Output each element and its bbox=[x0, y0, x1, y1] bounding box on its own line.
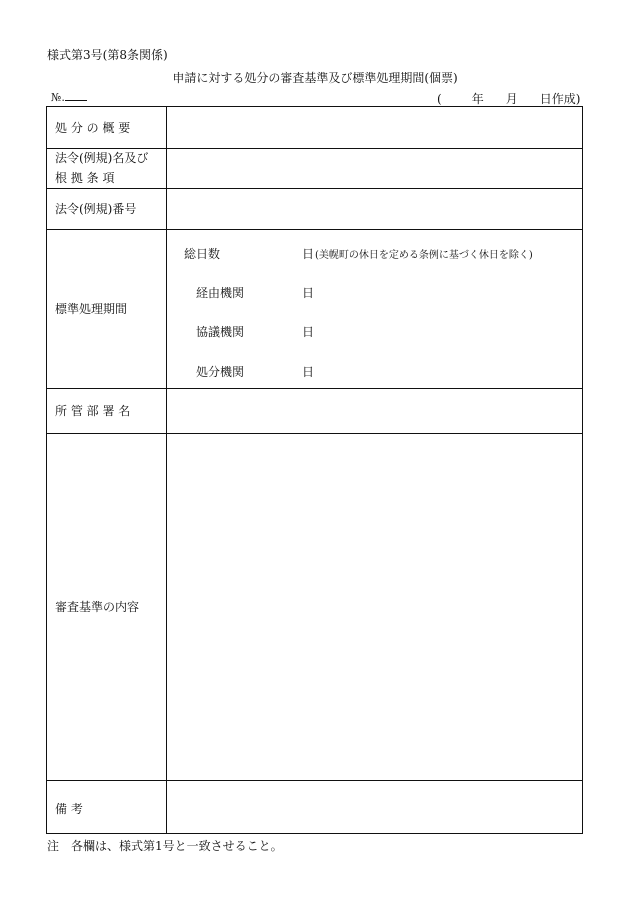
date-day: 日作成) bbox=[539, 92, 581, 106]
row-divider bbox=[47, 188, 582, 189]
row-divider bbox=[47, 388, 582, 389]
via-agency-unit: 日 bbox=[302, 286, 315, 300]
total-days-unit: 日 bbox=[302, 247, 315, 261]
column-divider bbox=[166, 107, 167, 833]
date-year: 年 bbox=[471, 92, 484, 106]
total-days-note: (美幌町の休日を定める条例に基づく休日を除く) bbox=[315, 250, 533, 261]
label-standard-period: 標準処理期間 bbox=[55, 302, 128, 316]
label-law-number: 法令(例規)番号 bbox=[55, 202, 137, 216]
number-label: №. bbox=[51, 91, 65, 104]
document-title: 申請に対する処分の審査基準及び標準処理期間(個票) bbox=[172, 71, 458, 85]
label-remarks: 備 考 bbox=[55, 802, 83, 816]
label-law-name-line1: 法令(例規)名及び bbox=[55, 151, 149, 165]
label-disposal-outline: 処 分 の 概 要 bbox=[55, 121, 131, 135]
creation-date bbox=[437, 90, 580, 107]
disposal-agency-label: 処分機関 bbox=[196, 365, 245, 379]
disposal-agency-unit: 日 bbox=[302, 365, 315, 379]
form-table bbox=[46, 106, 583, 834]
row-divider bbox=[47, 780, 582, 781]
consult-agency-unit: 日 bbox=[302, 325, 315, 339]
row-divider bbox=[47, 229, 582, 230]
label-review-standard: 審査基準の内容 bbox=[55, 600, 140, 614]
label-department: 所 管 部 署 名 bbox=[55, 404, 131, 418]
form-label: 様式第3号(第8条関係) bbox=[47, 48, 168, 62]
number-underline bbox=[65, 91, 87, 101]
total-days-label: 総日数 bbox=[184, 247, 221, 261]
via-agency-label: 経由機関 bbox=[196, 286, 245, 300]
number-field bbox=[51, 91, 87, 104]
label-law-name bbox=[55, 148, 158, 188]
footnote: 注 各欄は、様式第1号と一致させること。 bbox=[47, 839, 283, 853]
row-divider bbox=[47, 433, 582, 434]
date-open-paren: ( bbox=[437, 92, 442, 106]
date-month: 月 bbox=[505, 92, 518, 106]
label-law-name-line2: 根 拠 条 項 bbox=[55, 171, 115, 185]
consult-agency-label: 協議機関 bbox=[196, 325, 245, 339]
